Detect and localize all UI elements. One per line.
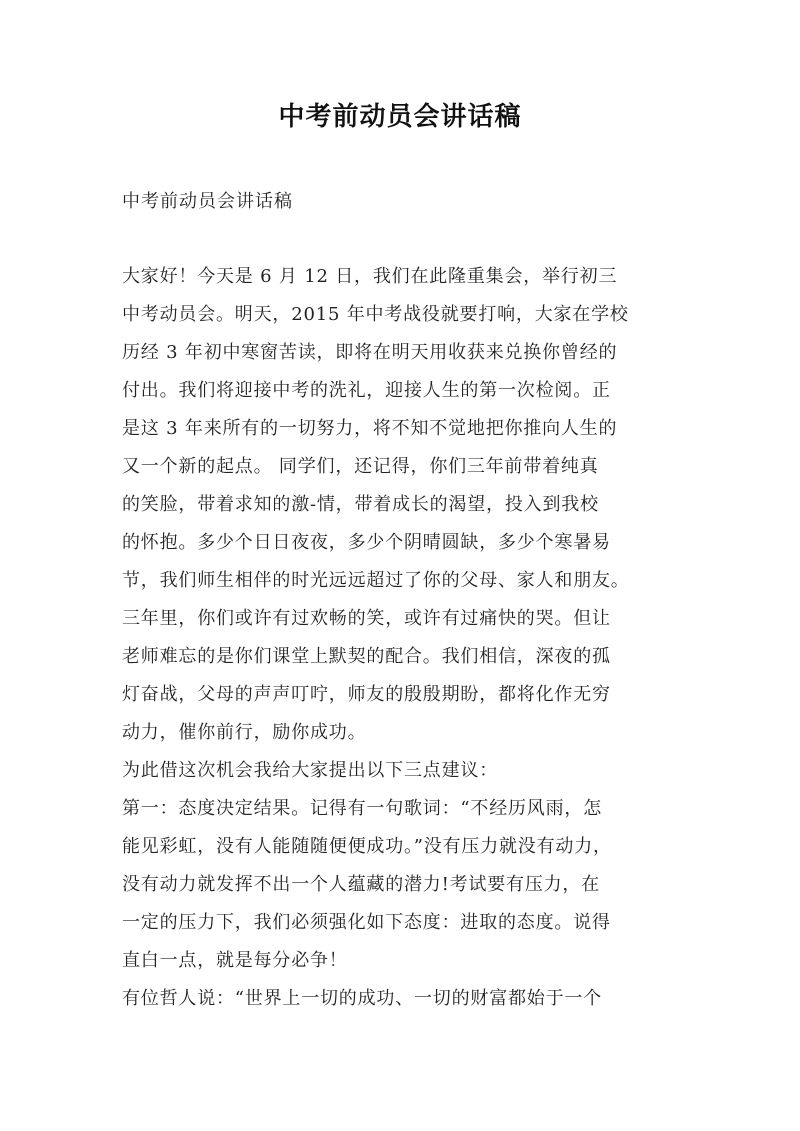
text-line: 历经 3 年初中寒窗苦读，即将在明天用收获来兑换你曾经的	[122, 342, 618, 363]
text-line: 动力，催你前行，励你成功。	[122, 722, 367, 743]
text-line: 能见彩虹，没有人能随随便便成功。”没有压力就没有动力，	[122, 836, 612, 857]
text-line: 第一：态度决定结果。记得有一句歌词：“不经历风雨，怎	[122, 798, 602, 819]
text-line: 灯奋战，父母的声声叮咛，师友的殷殷期盼，都将化作无穷	[122, 684, 611, 705]
text-line: 有位哲人说：“世界上一切的成功、一切的财富都始于一个	[122, 988, 602, 1009]
text-line: 大家好！今天是 6 月 12 日，我们在此隆重集会，举行初三	[122, 266, 618, 287]
text-line: 是这 3 年来所有的一切努力，将不知不觉地把你推向人生的	[122, 418, 618, 439]
text-line: 三年里，你们或许有过欢畅的笑，或许有过痛快的哭。但让	[122, 608, 611, 629]
text-line: 中考动员会。明天，2015 年中考战役就要打响，大家在学校	[122, 304, 629, 325]
text-line: 直白一点，就是每分必争！	[122, 950, 348, 971]
text-line: 节，我们师生相伴的时光远远超过了你的父母、家人和朋友。	[122, 570, 630, 591]
text-line: 没有动力就发挥不出一个人蕴藏的潜力!考试要有压力，在	[122, 874, 601, 895]
text-line: 的笑脸，带着求知的激-情，带着成长的渴望，投入到我校	[122, 494, 599, 515]
text-line: 又一个新的起点。 同学们，还记得，你们三年前带着纯真	[122, 456, 599, 477]
text-line: 为此借这次机会我给大家提出以下三点建议：	[122, 760, 498, 781]
text-line: 的怀抱。多少个日日夜夜，多少个阴晴圆缺，多少个寒暑易	[122, 532, 611, 553]
text-line: 付出。我们将迎接中考的洗礼，迎接人生的第一次检阅。正	[122, 380, 611, 401]
document-body	[122, 258, 688, 1018]
text-line: 老师难忘的是你们课堂上默契的配合。我们相信，深夜的孤	[122, 646, 611, 667]
text-line: 一定的压力下，我们必须强化如下态度：进取的态度。说得	[122, 912, 611, 933]
document-subtitle: 中考前动员会讲话稿	[122, 191, 293, 212]
document-title: 中考前动员会讲话稿	[278, 102, 522, 132]
